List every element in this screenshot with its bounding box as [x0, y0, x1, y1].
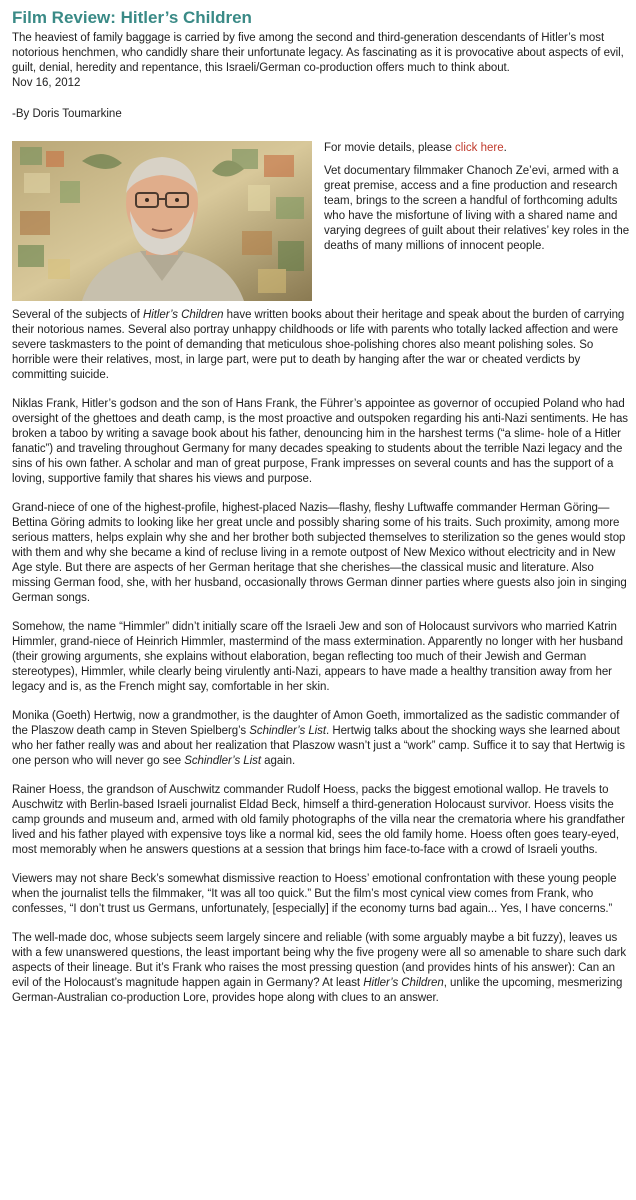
paragraph-5-b: . Hertwig talks about the shocking ways she learned about who her father really was and about her realization that Plaszow wasn’t just a “work” camp. Suffice it to say that Hertwig is one person who will never go see	[12, 725, 625, 767]
paragraph-7: Viewers may not share Beck’s somewhat dismissive reaction to Hoess’ emotional confrontation with these young people when the journalist tells the filmmaker, “It was all too quick.” But the film’s most cynical view comes from Frank, who confesses, “I don’t trust us Germans, unfortunately, [especially] if the economy turns bad again... Yes, I have concerns.”	[12, 873, 617, 915]
paragraph-1	[12, 308, 630, 383]
article-dek: The heaviest of family baggage is carried by five among the second and third-generation descendants of Hitler’s most notorious henchmen, who candidly share their unfortunate legacy. As fascinating as it is provocative about aspects of evil, guilt, denial, heredity and repentance, this Israeli/German co-production offers much to think about.	[12, 32, 624, 74]
paragraph-2: Niklas Frank, Hitler’s godson and the son of Hans Frank, the Führer’s appointee as governor of occupied Poland who had oversight of the ghettoes and death camp, is the most proactive and outspoken regarding his anti-Nazi sentiments. He has broken a taboo by writing a savage book about his father, denouncing him in the harshest terms (“a slime- hole of a Hitler fanatic”) and traveling throughout Germany for many decades speaking to students about the terrible Nazi legacy and the sins of his own father. A scholar and man of great purpose, Frank impresses on several counts and has the support of a loving, supportive family that shares his views and purpose.	[12, 398, 628, 485]
paragraph-1-a: Several of the subjects of	[12, 309, 143, 321]
lead-paragraph: Vet documentary filmmaker Chanoch Ze’evi, armed with a great premise, access and a fine production and research team, brings to the screen a handful of forthcoming adults who have the misfortune of living with a shared name and varying degrees of guilt about their relatives’ key roles in the deaths of many millions of innocent people.	[324, 165, 630, 252]
paragraph-8	[12, 931, 630, 1006]
article-date: Nov 16, 2012	[12, 77, 81, 89]
paragraph-8-b: , unlike the upcoming, mesmerizing German-Australian co-production Lore, provides hope along with clues to an answer.	[12, 977, 623, 1004]
director-photo	[12, 141, 312, 301]
article-title: Film Review: Hitler’s Children	[12, 8, 252, 27]
paragraph-5-c: again.	[261, 755, 296, 767]
paragraph-6: Rainer Hoess, the grandson of Auschwitz commander Rudolf Hoess, packs the biggest emotional wallop. He travels to Auschwitz with Berlin-based Israeli journalist Eldad Beck, himself a third-generation Holocaust survivor. Hoess visits the camp grounds and museum and, armed with old family photographs of the villa near the crematoria where his grandfather lived and his father played with expensive toys like a normal kid, sees the old family home. Hoess often goes teary-eyed, most memorably when he answers questions at a session that brings him face-to-face with a crowd of Israeli youths.	[12, 784, 625, 856]
director-photo-image	[12, 141, 312, 301]
click-here-link[interactable]: click here	[455, 142, 504, 154]
film-title: Schindler’s List	[184, 755, 261, 767]
film-title: Hitler’s Children	[142, 309, 224, 321]
article-body	[12, 308, 630, 1006]
article-byline: -By Doris Toumarkine	[12, 108, 122, 120]
paragraph-5-a: Monika (Goeth) Hertwig, now a grandmother, is the daughter of Amon Goeth, immortalized as the sadistic commander of the Plaszow death camp in Steven Spielberg’s	[12, 710, 620, 737]
paragraph-5	[12, 709, 630, 769]
film-title: Schindler’s List	[249, 725, 327, 737]
paragraph-8-a: The well-made doc, whose subjects seem largely sincere and reliable (with some arguably maybe a bit fuzzy), leaves us with a few unanswered questions, the least important being why the five progeny were all so amenable to share such dark aspects of their lineage. But it’s Frank who raises the most pressing question (and provides hints of his answer): Can an evil of the Holocaust’s magnitude happen again in Germany? At least	[12, 932, 627, 989]
film-title: Hitler’s Children	[363, 977, 444, 989]
paragraph-3: Grand-niece of one of the highest-profile, highest-placed Nazis—flashy, fleshy Luftwaffe commander Herman Göring—Bettina Göring admits to looking like her great uncle and possibly sharing some of his traits. Such proximity, among more serious matters, helps explain why she and her brother both subjected themselves to sterilization so the genes would stop with them and why she became a kind of recluse living in a remote outpost of New Mexico without electricity and in New Age style. But there are aspects of her German heritage that she cherishes—the classical music and literature. Also missing German food, she, with her husband, occasionally throws German dinner parties where guests also join in singing German songs.	[12, 502, 627, 604]
paragraph-1-b: have written books about their heritage and speak about the burden of carrying their notorious names. Several also portray unhappy childhoods or life with parents who totally lacked affection and were severe taskmasters to the point of demanding that meticulous shoe-polishing chores also meant polishing soles. So horrible were their relatives, most, in large part, were put to death by hanging after the war or cheated verdicts by committing suicide.	[12, 309, 625, 381]
lead-section	[12, 141, 630, 304]
paragraph-4: Somehow, the name “Himmler” didn’t initially scare off the Israeli Jew and son of Holocaust survivors who married Katrin Himmler, grand-niece of Heinrich Himmler, mastermind of the mass extermination. Apparently no longer with her husband (their growing arguments, she explains without elaboration, began reflecting too much of their Jewish and German stereotypes), Himmler, while clearly being virulently anti-Nazi, appears to have made a healthy transition away from her legacy and is, as the French might say, comfortable in her skin.	[12, 621, 623, 693]
movie-details-suffix: .	[503, 142, 507, 154]
movie-details-prefix: For movie details, please	[324, 142, 456, 154]
